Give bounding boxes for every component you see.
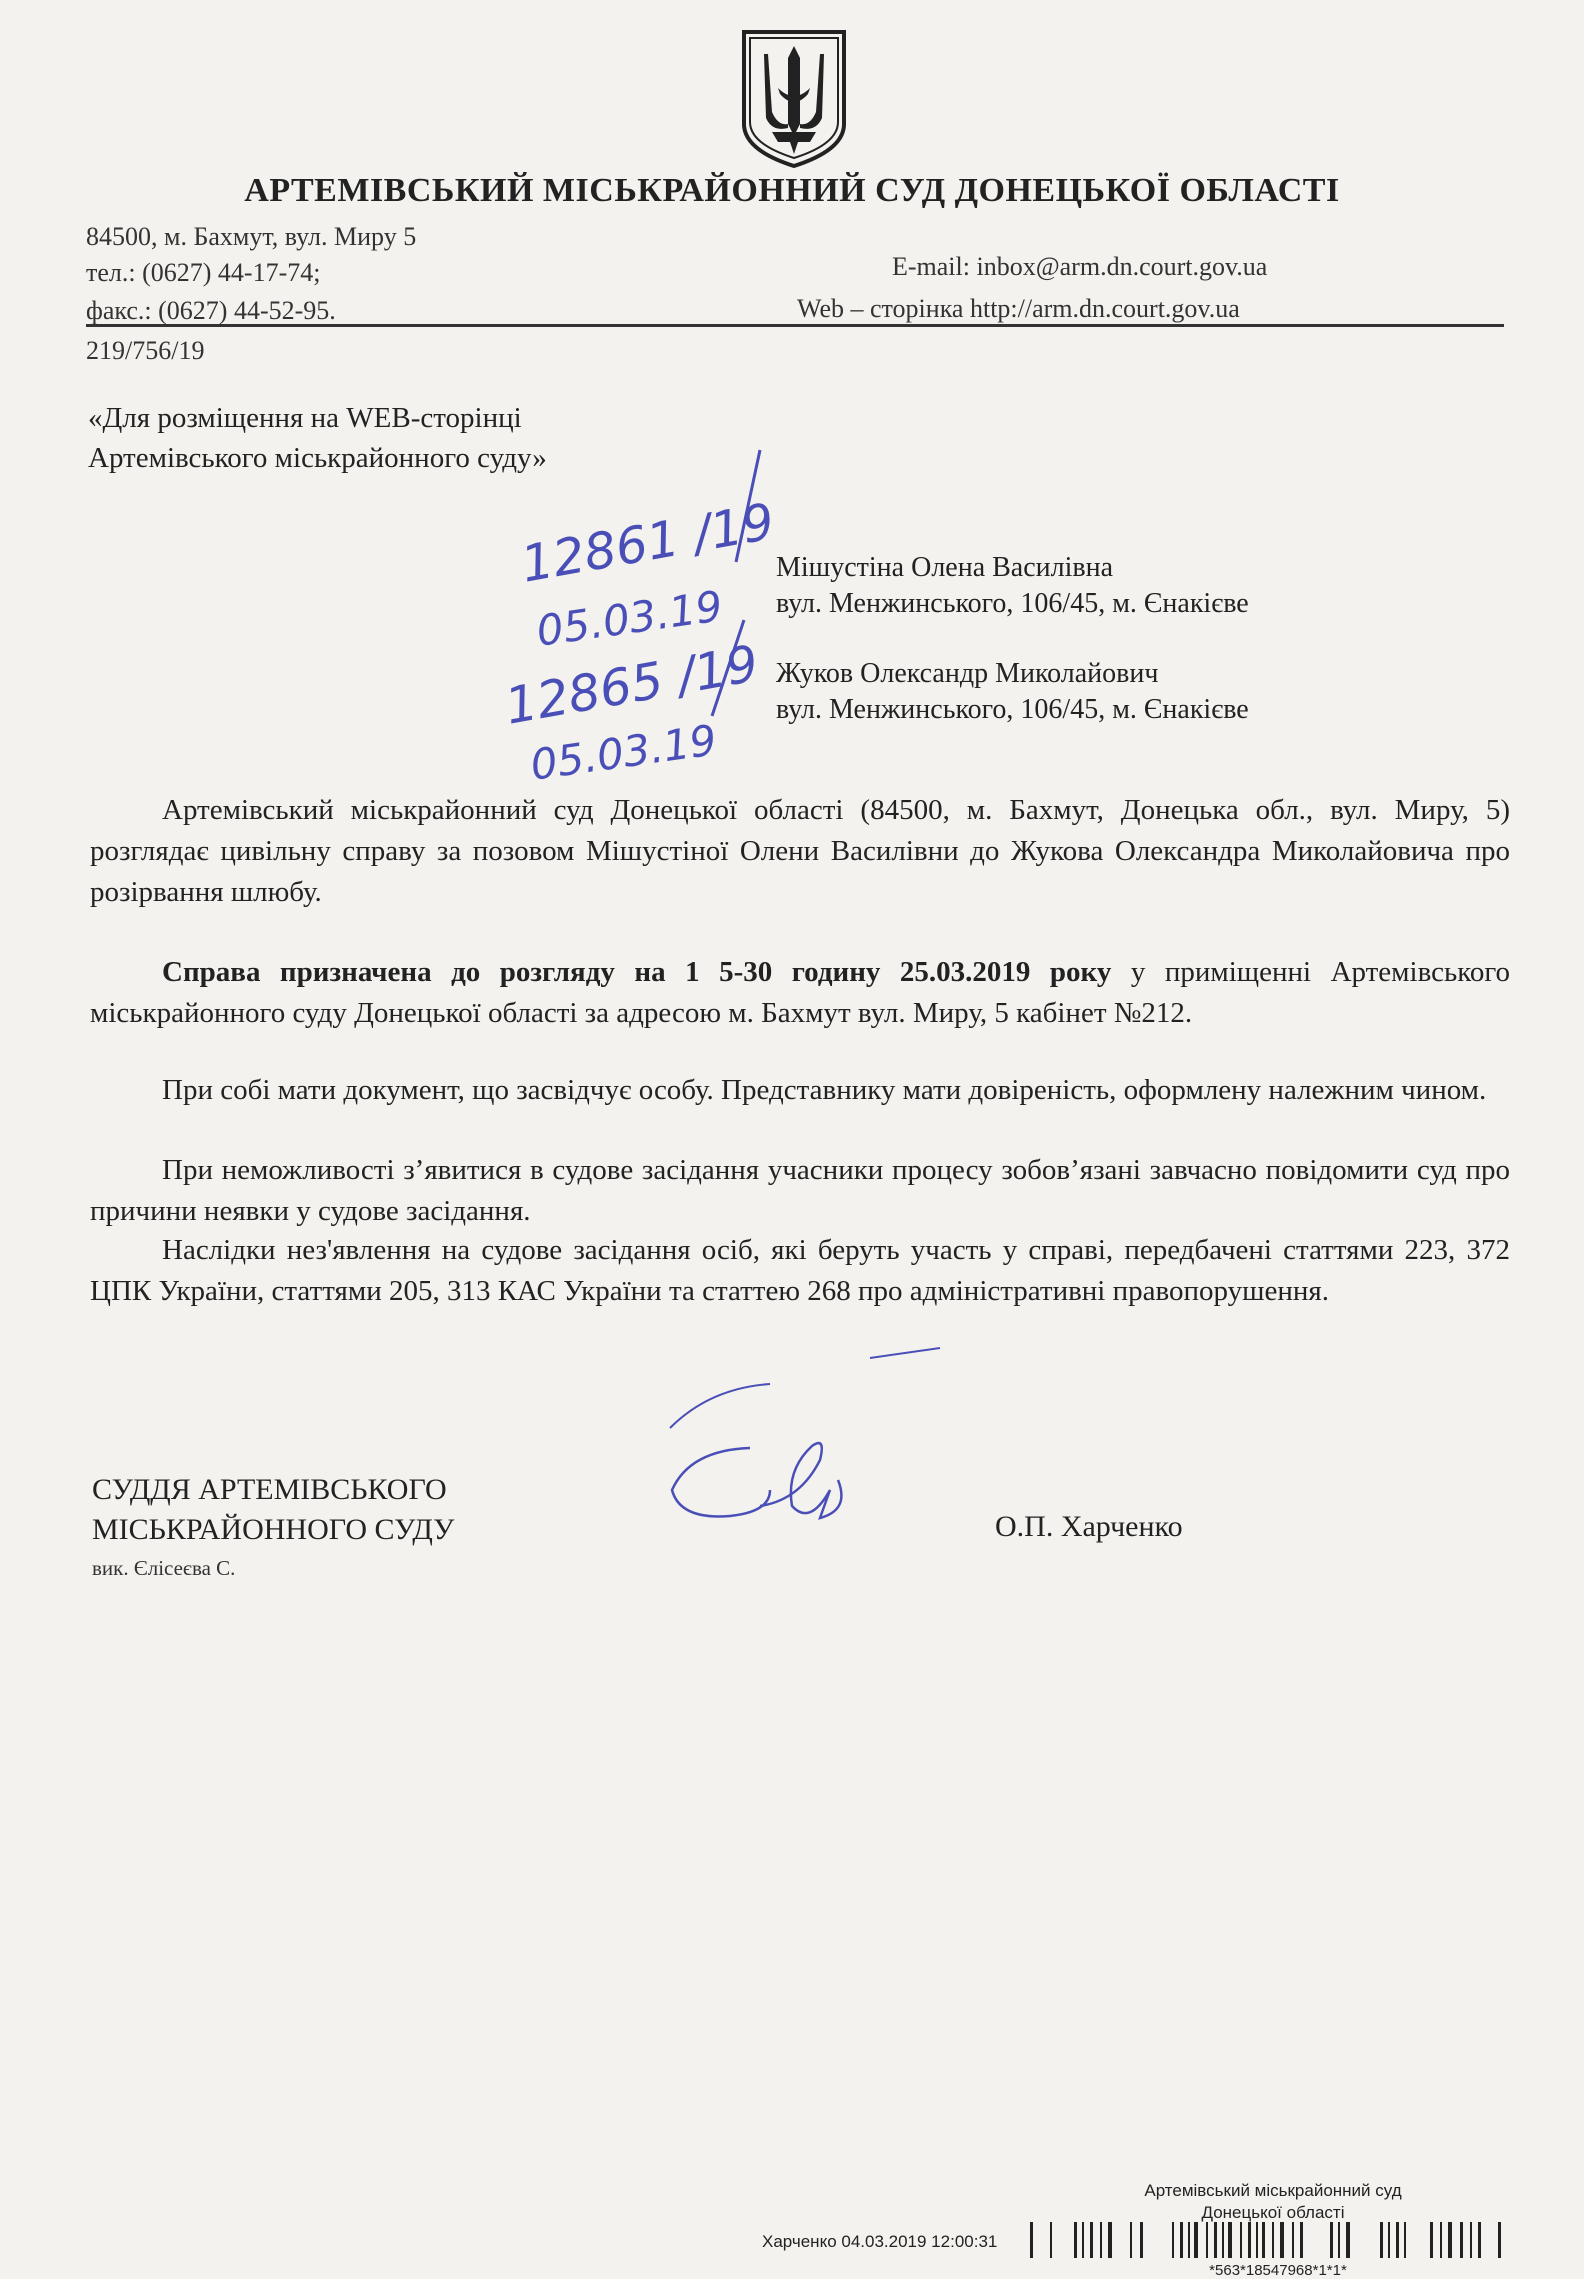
court-fax: факс.: (0627) 44-52-95. bbox=[86, 296, 336, 325]
consequences-paragraph bbox=[90, 1230, 1510, 1312]
court-address: 84500, м. Бахмут, вул. Миру 5 bbox=[86, 222, 417, 251]
handwritten-incoming-number-2: 12865 /19 bbox=[500, 634, 763, 736]
recipient-2-address: вул. Менжинського, 106/45, м. Єнакієве bbox=[776, 694, 1249, 725]
signatory-title-line1: СУДДЯ АРТЕМІВСЬКОГО bbox=[92, 1473, 447, 1506]
hearing-schedule-bold: Справа призначена до розгляду на 1 5-30 годину 25.03.2019 року bbox=[162, 956, 1112, 988]
publication-notice-line2: Артемівського міськрайонного суду» bbox=[88, 442, 547, 474]
case-description-text: Артемівський міськрайонний суд Донецької області (84500, м. Бахмут, Донецька обл., вул. Миру, 5) розглядає цивільну справу за позовом Мішустіної Олени Василівни до Жукова Олександра Миколайовича про розірвання шлюбу. bbox=[90, 794, 1510, 908]
judge-signature-icon bbox=[650, 1340, 950, 1540]
recipient-1-name: Мішустіна Олена Василівна bbox=[776, 552, 1114, 583]
handwritten-incoming-number-1: 12861 /19 bbox=[516, 492, 779, 594]
coat-of-arms-icon bbox=[738, 28, 850, 170]
absence-notice-paragraph bbox=[90, 1150, 1510, 1232]
recipient-2-name: Жуков Олександр Миколайович bbox=[776, 658, 1159, 689]
signatory-title-line2: МІСЬКРАЙОННОГО СУДУ bbox=[92, 1513, 455, 1546]
footer-stamp-line2: Донецької області bbox=[1201, 2203, 1345, 2222]
executor-name: вик. Єлісеєва С. bbox=[92, 1556, 236, 1580]
hearing-location-text: у приміщенні Артемівського міськрайонного суду Донецької області за адресою м. Бахмут вул. Миру, 5 кабінет №212. bbox=[90, 956, 1510, 1029]
registration-stamp: Харченко 04.03.2019 12:00:31 bbox=[762, 2232, 998, 2251]
barcode-text: *563*18547968*1*1* bbox=[1209, 2262, 1347, 2279]
absence-notice-text: При неможливості з’явитися в судове засідання учасники процесу зобов’язані завчасно повідомити суд про причини неявки у судове засідання. bbox=[90, 1154, 1510, 1227]
footer-stamp-line1: Артемівський міськрайонний суд bbox=[1144, 2181, 1402, 2200]
court-name: АРТЕМІВСЬКИЙ МІСЬКРАЙОННИЙ СУД ДОНЕЦЬКОЇ ОБЛАСТІ bbox=[244, 172, 1340, 209]
identity-document-text: При собі мати документ, що засвідчує особу. Представнику мати довіреність, оформлену належним чином. bbox=[162, 1074, 1487, 1106]
header-divider bbox=[86, 324, 1504, 327]
court-website: Web – сторінка http://arm.dn.court.gov.ua bbox=[797, 294, 1240, 323]
barcode-icon bbox=[1030, 2222, 1520, 2262]
handwritten-registration bbox=[500, 444, 780, 804]
footer-stamp bbox=[1108, 2180, 1438, 2224]
handwritten-date-2: 05.03.19 bbox=[527, 715, 720, 790]
identity-document-paragraph bbox=[90, 1070, 1510, 1111]
judge-name: О.П. Харченко bbox=[995, 1510, 1183, 1543]
hearing-schedule-paragraph bbox=[90, 952, 1510, 1034]
court-phone: тел.: (0627) 44-17-74; bbox=[86, 258, 321, 287]
case-description-paragraph bbox=[90, 790, 1510, 913]
consequences-text: Наслідки нез'явлення на судове засідання осіб, які беруть участь у справі, передбачені статтями 223, 372 ЦПК України, статтями 205, 313 КАС України та статтею 268 про адміністративні правопорушення. bbox=[90, 1234, 1510, 1307]
case-number: 219/756/19 bbox=[86, 336, 205, 365]
handwritten-date-1: 05.03.19 bbox=[533, 581, 726, 656]
recipient-1-address: вул. Менжинського, 106/45, м. Єнакієве bbox=[776, 588, 1249, 619]
handwritten-strokes-icon bbox=[500, 444, 780, 804]
court-email: E-mail: inbox@arm.dn.court.gov.ua bbox=[892, 252, 1268, 281]
publication-notice-line1: «Для розміщення на WEB-сторінці bbox=[88, 402, 522, 434]
